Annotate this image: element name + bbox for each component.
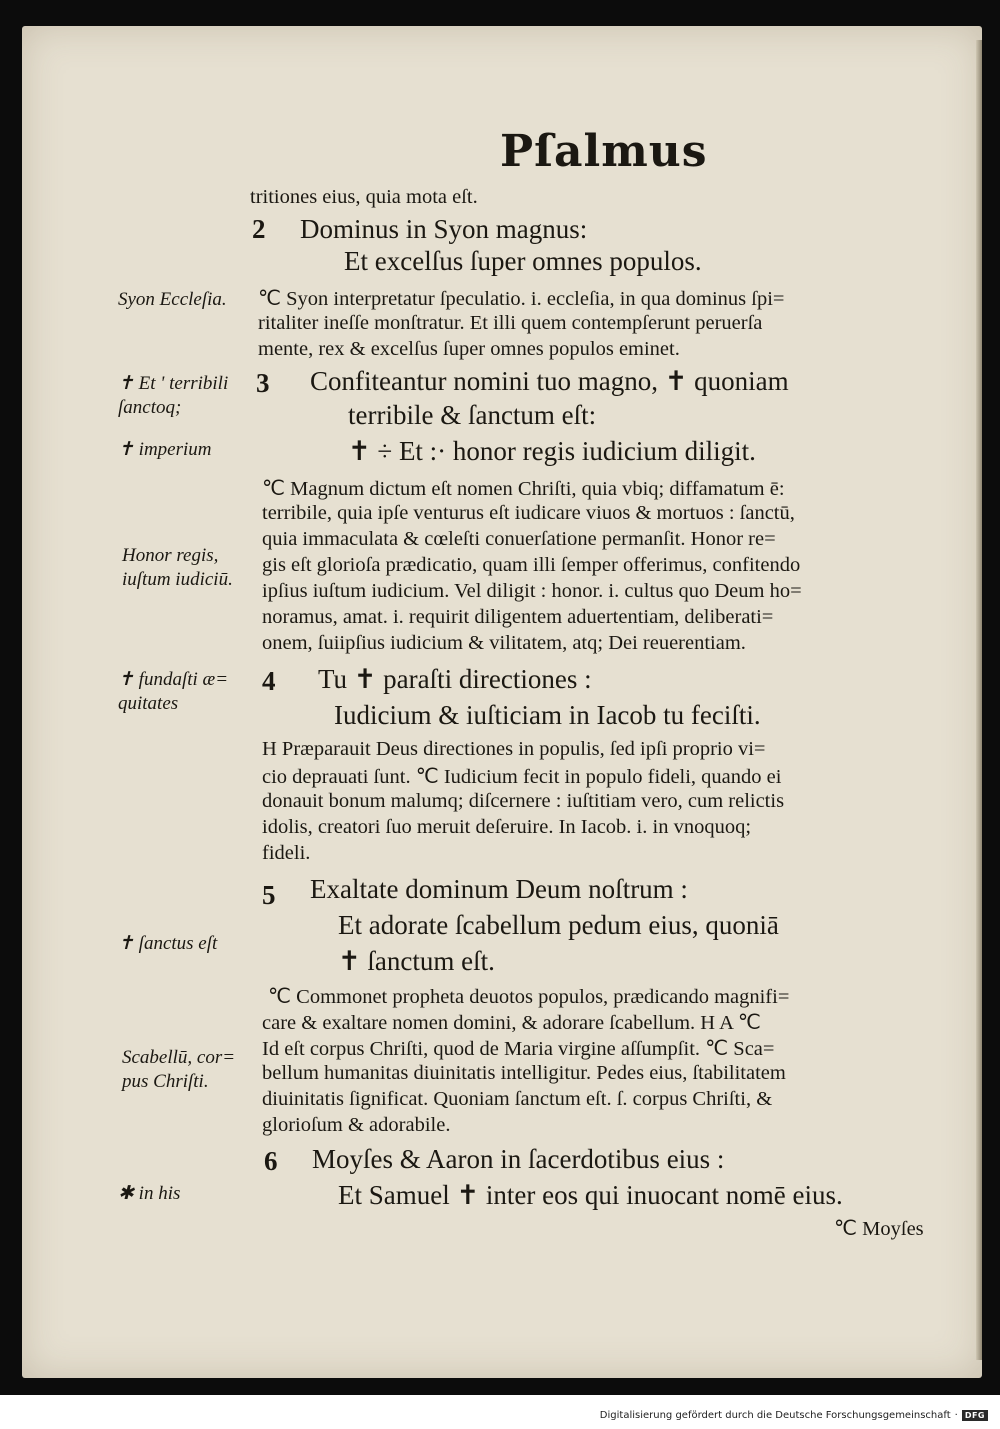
verse-line: Exaltate dominum Deum noſtrum : — [310, 874, 688, 904]
verse-line: ✝ ÷ Et :· honor regis iudicium diligit. — [348, 436, 756, 466]
verse-line: Tu ✝ paraſti directiones : — [318, 664, 592, 694]
gloss-line: ✝ Et ' terribili — [118, 373, 229, 394]
commentary-line: ℃ Moyſes — [834, 1218, 924, 1240]
commentary-line: H Præparauit Deus directiones in populis, ſed ipſi proprio vi= — [262, 738, 766, 760]
commentary-line: Id eſt corpus Chriſti, quod de Maria virgine aſſumpſit. ℃ Sca= — [262, 1038, 775, 1060]
commentary-line: quia immaculata & cœleſti conuerſatione permanſit. Honor re= — [262, 528, 776, 550]
verse-line: Iudicium & iuſticiam in Iacob tu feciſti. — [334, 700, 761, 730]
commentary-line: glorioſum & adorabile. — [262, 1114, 451, 1136]
gloss-line: ſanctoq; — [118, 397, 182, 418]
verse-number: 6 — [264, 1146, 278, 1176]
verse-number: 2 — [252, 214, 266, 244]
verse-number: 4 — [262, 666, 276, 696]
marginal-gloss — [118, 668, 228, 716]
marginal-gloss — [118, 288, 227, 312]
commentary-line: care & exaltare nomen domini, & adorare ſcabellum. H A ℃ — [262, 1012, 761, 1034]
gloss-line: Scabellū, cor= — [122, 1047, 236, 1068]
footer-text: Digitalisierung gefördert durch die Deutsche Forschungsgemeinschaft — [599, 1410, 951, 1421]
gloss-line: ✱ in his — [118, 1183, 181, 1204]
commentary-line: ℃ Magnum dictum eſt nomen Chriſti, quia vbiq; diffamatum ē: — [262, 478, 785, 500]
commentary-line: diuinitatis ſignificat. Quoniam ſanctum eſt. ſ. corpus Chriſti, & — [262, 1088, 773, 1110]
commentary-line: terribile, quia ipſe venturus eſt iudicare viuos & mortuos : ſanctū, — [262, 502, 795, 524]
marginal-gloss — [118, 1182, 180, 1206]
gloss-line: ✝ imperium — [118, 439, 212, 460]
verse-line: Et Samuel ✝ inter eos qui inuocant nomē eius. — [338, 1180, 843, 1210]
verse-number: 5 — [262, 880, 276, 910]
commentary-line: ℃ Syon interpretatur ſpeculatio. i. eccleſia, in qua dominus ſpi= — [258, 288, 785, 310]
commentary-line: mente, rex & excelſus ſuper omnes populos eminet. — [258, 338, 680, 360]
commentary-line: tritiones eius, quia mota eſt. — [250, 186, 478, 208]
marginal-gloss — [122, 1046, 235, 1094]
gloss-line: ✝ fundaſti æ= — [118, 669, 229, 690]
running-head: Pſalmus — [500, 126, 708, 177]
marginal-gloss — [118, 932, 217, 956]
verse-line: Et excelſus ſuper omnes populos. — [344, 246, 702, 276]
commentary-line: ℃ Commonet propheta deuotos populos, prædicando magnifi= — [268, 986, 790, 1008]
commentary-line: noramus, amat. i. requirit diligentem aduertentiam, deliberati= — [262, 606, 774, 628]
gloss-line: pus Chriſti. — [122, 1071, 209, 1092]
gloss-line: iuſtum iudiciū. — [122, 569, 233, 590]
marginal-gloss — [122, 544, 233, 592]
commentary-line: donauit bonum malumq; diſcernere : iuſtitiam vero, cum relictis — [262, 790, 785, 812]
commentary-line: fideli. — [262, 842, 311, 864]
commentary-line: bellum humanitas diuinitatis intelligitur. Pedes eius, ſtabilitatem — [262, 1062, 786, 1084]
separator-dot: · — [954, 1410, 958, 1421]
commentary-line: gis eſt glorioſa prædicatio, quam illi ſemper offerimus, confitendo — [262, 554, 801, 576]
verse-line: Dominus in Syon magnus: — [300, 214, 588, 244]
gloss-line: Syon Eccleſia. — [118, 289, 227, 310]
verse-line: Et adorate ſcabellum pedum eius, quoniā — [338, 910, 779, 940]
gloss-line: Honor regis, — [122, 545, 219, 566]
verse-line: Moyſes & Aaron in ſacerdotibus eius : — [312, 1144, 725, 1174]
gloss-line: quitates — [118, 693, 179, 714]
marginal-gloss — [118, 372, 228, 420]
commentary-line: idolis, creatori ſuo meruit deſeruire. In Iacob. i. in vnoquoq; — [262, 816, 752, 838]
verse-line: terribile & ſanctum eſt: — [348, 400, 597, 430]
footer — [600, 1410, 988, 1421]
marginal-gloss — [118, 438, 212, 462]
commentary-line: ritaliter ineſſe monſtratur. Et illi quem contempſerunt peruerſa — [258, 312, 763, 334]
commentary-line: cio deprauati ſunt. ℃ Iudicium fecit in populo fideli, quando ei — [262, 766, 782, 788]
verse-number: 3 — [256, 368, 270, 398]
commentary-line: onem, ſuiipſius iudicium & vilitatem, atq; Dei reuerentiam. — [262, 632, 746, 654]
dfg-logo: DFG — [962, 1410, 988, 1421]
gloss-line: ✝ ſanctus eſt — [118, 933, 218, 954]
page-edge — [976, 40, 982, 1360]
verse-line: Confiteantur nomini tuo magno, ✝ quoniam — [310, 366, 789, 396]
verse-line: ✝ ſanctum eſt. — [338, 946, 495, 976]
commentary-line: ipſius iuſtum iudicium. Vel diligit : honor. i. cultus quo Deum ho= — [262, 580, 802, 602]
